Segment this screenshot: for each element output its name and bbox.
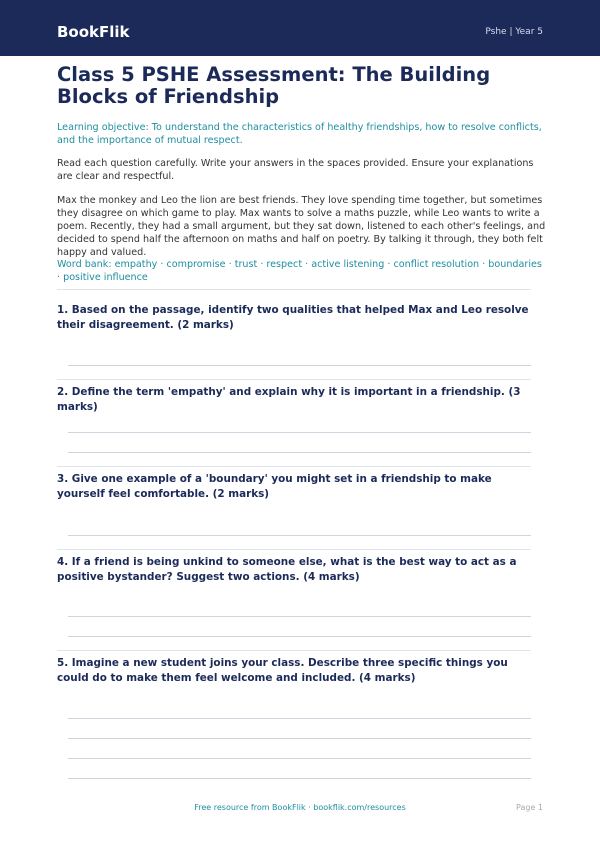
answer-line[interactable] xyxy=(68,758,531,759)
learning-objective: Learning objective: To understand the characteristics of healthy friendships, how to resolve conflicts, and the importance of mutual respect. xyxy=(57,122,542,146)
answer-line[interactable] xyxy=(68,432,531,433)
section-divider xyxy=(57,379,531,380)
question-1: 1. Based on the passage, identify two qualities that helped Max and Leo resolve their disagreement. (2 marks) xyxy=(57,304,529,331)
question-5: 5. Imagine a new student joins your class. Describe three specific things you could do to make them feel welcome and included. (4 marks) xyxy=(57,657,508,684)
section-divider xyxy=(57,289,531,290)
subject-year: Pshe | Year 5 xyxy=(485,27,543,37)
answer-line[interactable] xyxy=(68,452,531,453)
question-3: 3. Give one example of a 'boundary' you might set in a friendship to make yourself feel comfortable. (2 marks) xyxy=(57,473,492,500)
answer-line[interactable] xyxy=(68,718,531,719)
brand-logo: BookFlik xyxy=(57,23,130,41)
instructions: Read each question carefully. Write your answers in the spaces provided. Ensure your explanations are clear and respectful. xyxy=(57,158,534,182)
word-bank: Word bank: empathy · compromise · trust · respect · active listening · conflict resolution · boundaries · positive influence xyxy=(57,259,542,283)
section-divider xyxy=(57,466,531,467)
section-divider xyxy=(57,650,531,651)
answer-line[interactable] xyxy=(68,778,531,779)
footer-credit: Free resource from BookFlik · bookflik.com/resources xyxy=(194,803,406,812)
answer-line[interactable] xyxy=(68,365,531,366)
passage: Max the monkey and Leo the lion are best friends. They love spending time together, but sometimes they disagree on which game to play. Max wants to solve a maths puzzle, while Leo wants to write a poem. Recently, they had a small argument, but they sat down, listened to each other's feelings, and decided to spend half the afternoon on maths and half on poetry. By talking it through, they both felt happy and valued. xyxy=(57,195,546,258)
page-number: Page 1 xyxy=(516,803,543,812)
answer-line[interactable] xyxy=(68,636,531,637)
section-divider xyxy=(57,549,531,550)
question-2: 2. Define the term 'empathy' and explain why it is important in a friendship. (3 marks) xyxy=(57,386,521,413)
question-4: 4. If a friend is being unkind to someone else, what is the best way to act as a positive bystander? Suggest two actions. (4 marks) xyxy=(57,556,517,583)
page-header xyxy=(0,0,600,56)
answer-line[interactable] xyxy=(68,535,531,536)
page-title: Class 5 PSHE Assessment: The Building Blocks of Friendship xyxy=(57,63,491,108)
answer-line[interactable] xyxy=(68,738,531,739)
answer-line[interactable] xyxy=(68,616,531,617)
